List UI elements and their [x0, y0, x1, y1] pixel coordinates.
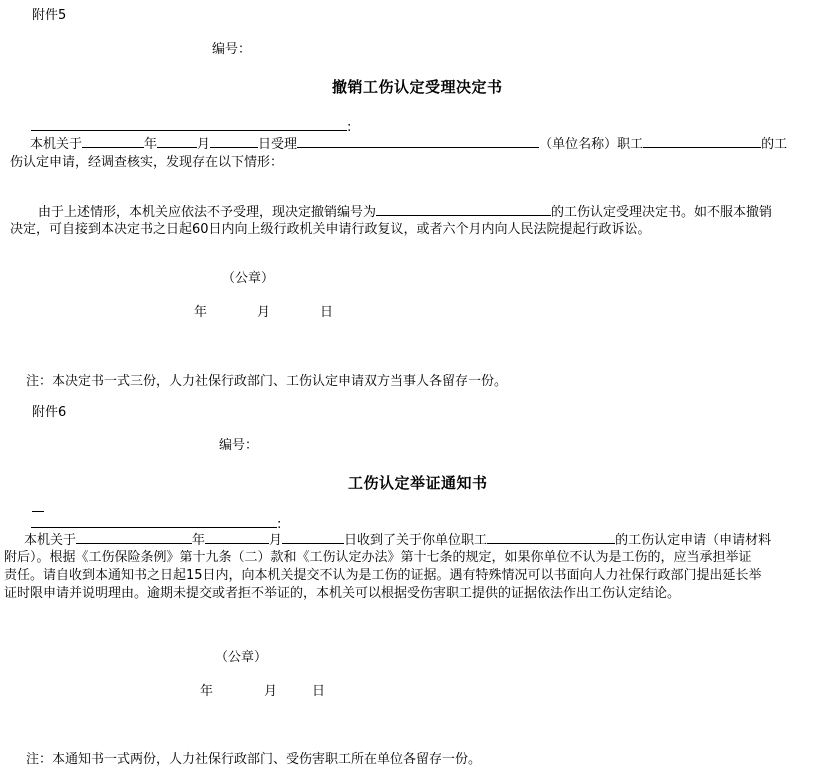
text-segment: 的工伤认定申请（申请材料: [615, 533, 772, 548]
document-title: 撤销工伤认定受理决定书: [332, 78, 503, 96]
month-blank[interactable]: [205, 530, 269, 544]
year-blank[interactable]: [76, 530, 192, 544]
footnote: 注：本决定书一式三份，人力社保行政部门、工伤认定申请双方当事人各留存一份。: [26, 374, 508, 389]
body-paragraph-2: [10, 202, 820, 239]
text-segment: 由于上述情形，本机关应依法不予受理，现决定撤销编号为: [38, 205, 377, 220]
date-year-label: 年: [200, 684, 214, 699]
text-segment: 伤认定申请，经调查核实，发现存在以下情形：: [10, 155, 284, 170]
text-segment: （单位名称）职工: [539, 137, 644, 152]
date-day-label: 日: [320, 305, 334, 320]
text-segment: 本机关于: [24, 533, 77, 548]
text-segment: 月: [197, 137, 211, 152]
text-segment: 月: [269, 533, 283, 548]
attachment-label: 附件6: [32, 405, 67, 420]
text-segment: 年: [144, 137, 158, 152]
text-segment: 证时限申请并说明理由。逾期未提交或者拒不举证的，本机关可以根据受伤害职工提供的证据依法作出工伤认定结论。: [4, 586, 681, 601]
text-segment: 责任。请自收到本通知书之日起15日内，向本机关提交不认为是工伤的证据。遇有特殊情况可以书面向人力社保行政部门提出延长举: [4, 568, 762, 583]
text-segment: 日受理: [258, 137, 298, 152]
date-year-label: 年: [194, 305, 208, 320]
text-segment: 年: [192, 533, 206, 548]
day-blank[interactable]: [282, 530, 344, 544]
text-segment: 日收到了关于你单位职工: [344, 533, 488, 548]
year-blank[interactable]: [82, 134, 144, 148]
divider: [32, 511, 44, 512]
official-seal-label: （公章）: [222, 271, 275, 286]
date-day-label: 日: [312, 684, 326, 699]
addressee-blank[interactable]: [31, 117, 347, 131]
addressee-colon: :: [347, 120, 352, 135]
revoke-number-blank[interactable]: [376, 202, 551, 216]
addressee-blank[interactable]: [31, 514, 277, 528]
employee-blank[interactable]: [643, 134, 761, 148]
addressee-colon: :: [277, 517, 282, 532]
official-seal-label: （公章）: [215, 650, 268, 665]
unit-name-blank[interactable]: [297, 134, 539, 148]
text-segment: 本机关于: [30, 137, 83, 152]
text-segment: 决定，可自接到本决定书之日起60日内向上级行政机关申请行政复议，或者六个月内向人民法院提起行政诉讼。: [10, 222, 651, 237]
number-label: 编号：: [219, 438, 259, 453]
employee-blank[interactable]: [487, 530, 615, 544]
footnote: 注：本通知书一式两份，人力社保行政部门、受伤害职工所在单位各留存一份。: [26, 752, 482, 767]
month-blank[interactable]: [157, 134, 197, 148]
number-label: 编号：: [212, 42, 252, 57]
body-paragraph-1: [4, 530, 822, 603]
day-blank[interactable]: [210, 134, 258, 148]
body-paragraph-1: [10, 134, 820, 172]
text-segment: 附后）。根据《工伤保险条例》第十九条（二）款和《工伤认定办法》第十七条的规定，如果你单位不认为是工伤的，应当承担举证: [4, 550, 752, 565]
date-month-label: 月: [264, 684, 278, 699]
document-title: 工伤认定举证通知书: [348, 474, 488, 492]
text-segment: 的工: [761, 137, 788, 152]
text-segment: 的工伤认定受理决定书。如不服本撤销: [551, 205, 773, 220]
attachment-label: 附件5: [32, 8, 67, 23]
date-month-label: 月: [257, 305, 271, 320]
